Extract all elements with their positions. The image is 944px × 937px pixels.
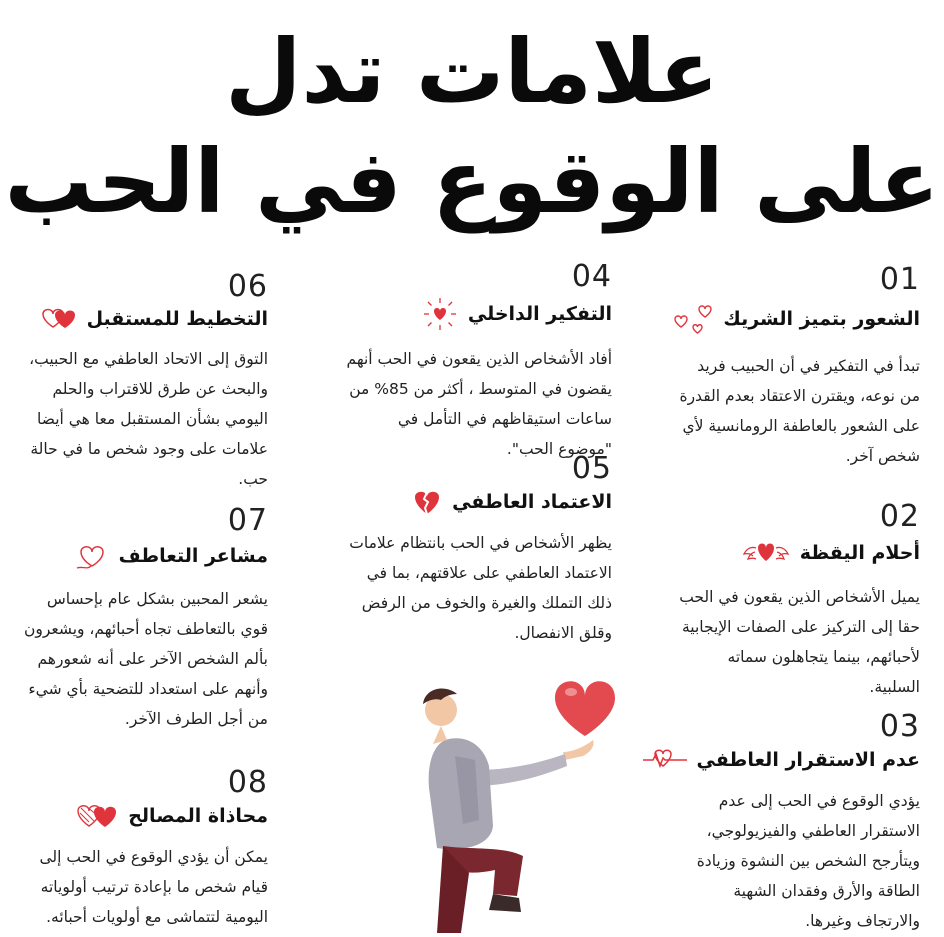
item-number: 06 bbox=[227, 269, 268, 304]
item-04 bbox=[342, 259, 612, 464]
item-number: 08 bbox=[227, 765, 268, 800]
item-number: 02 bbox=[879, 499, 920, 534]
item-body: يميل الأشخاص الذين يقعون في الحب حقا إلى التركيز على الصفات الإيجابية لأحبائهم، بينما يتجاهلون سماته السلبية. bbox=[679, 588, 920, 696]
item-body: التوق إلى الاتحاد العاطفي مع الحبيب، والبحث عن طرق للاقتراب والحلم اليومي بشأن المستقبل معا هي أيضا علامات على وجود شخص ما في حالة حب. bbox=[29, 350, 268, 488]
item-heading: مشاعر التعاطف bbox=[118, 545, 268, 567]
item-number: 07 bbox=[227, 503, 268, 538]
item-heading: الشعور بتميز الشريك bbox=[723, 308, 920, 330]
double-heart-icon bbox=[41, 306, 77, 332]
item-body: يظهر الأشخاص في الحب بانتظام علامات الاعتماد العاطفي على علاقتهم، بما في ذلك التملك والغيرة والخوف من الرفض وقلق الانفصال. bbox=[349, 534, 612, 642]
item-01 bbox=[675, 262, 920, 471]
outline-heart-icon bbox=[75, 540, 109, 572]
page-title-line1: علامات تدل bbox=[225, 20, 719, 123]
radiant-heart-icon bbox=[422, 296, 458, 332]
winged-heart-icon bbox=[742, 536, 790, 570]
item-05 bbox=[342, 451, 612, 648]
item-08 bbox=[20, 765, 268, 932]
item-heading: أحلام اليقظة bbox=[799, 542, 920, 564]
item-body: يمكن أن يؤدي الوقوع في الحب إلى قيام شخص ما بإعادة ترتيب أولوياته اليومية لتتماشى مع أولويات أحبائه. bbox=[39, 848, 268, 926]
item-number: 01 bbox=[879, 262, 920, 297]
item-heading: عدم الاستقرار العاطفي bbox=[696, 749, 920, 771]
item-body: يشعر المحبين بشكل عام بإحساس قوي بالتعاطف تجاه أحبائهم، ويشعرون بألم الشخص الآخر على أنه شعورهم وأنهم على استعداد للتضحية بأي شيء من أجل الطرف الآخر. bbox=[23, 590, 268, 728]
item-heading: التخطيط للمستقبل bbox=[86, 308, 268, 330]
item-body: يؤدي الوقوع في الحب إلى عدم الاستقرار العاطفي والفيزيولوجي، ويتأرجح الشخص بين النشوة وزيادة الطاقة والأرق وفقدان الشهية والارتجاف وغيرها. bbox=[696, 792, 920, 930]
item-body: تبدأ في التفكير في أن الحبيب فريد من نوعه، ويقترن الاعتقاد بعدم القدرة على الشعور بالعاطفة الرومانسية لأي شخص آخر. bbox=[679, 357, 920, 465]
item-02 bbox=[675, 499, 920, 702]
item-number: 05 bbox=[571, 451, 612, 486]
item-06 bbox=[20, 269, 268, 494]
item-body: أفاد الأشخاص الذين يقعون في الحب أنهم يقضون في المتوسط ، أكثر من 85% من ساعات استيقاظهم في التأمل في "موضوع الحب". bbox=[346, 350, 612, 458]
item-03 bbox=[675, 709, 920, 936]
item-07 bbox=[20, 503, 268, 734]
sketched-hearts-icon bbox=[76, 802, 118, 830]
page-title-line2: على الوقوع في الحب bbox=[4, 130, 940, 233]
item-number: 04 bbox=[571, 259, 612, 294]
broken-heart-icon bbox=[412, 488, 442, 516]
item-number: 03 bbox=[879, 709, 920, 744]
item-heading: محاذاة المصالح bbox=[128, 805, 268, 827]
heartbeat-icon bbox=[643, 746, 687, 774]
item-heading: التفكير الداخلي bbox=[467, 303, 612, 325]
floating-hearts-icon bbox=[671, 299, 713, 339]
man-offering-heart-illustration bbox=[385, 670, 625, 933]
item-heading: الاعتماد العاطفي bbox=[452, 491, 612, 513]
